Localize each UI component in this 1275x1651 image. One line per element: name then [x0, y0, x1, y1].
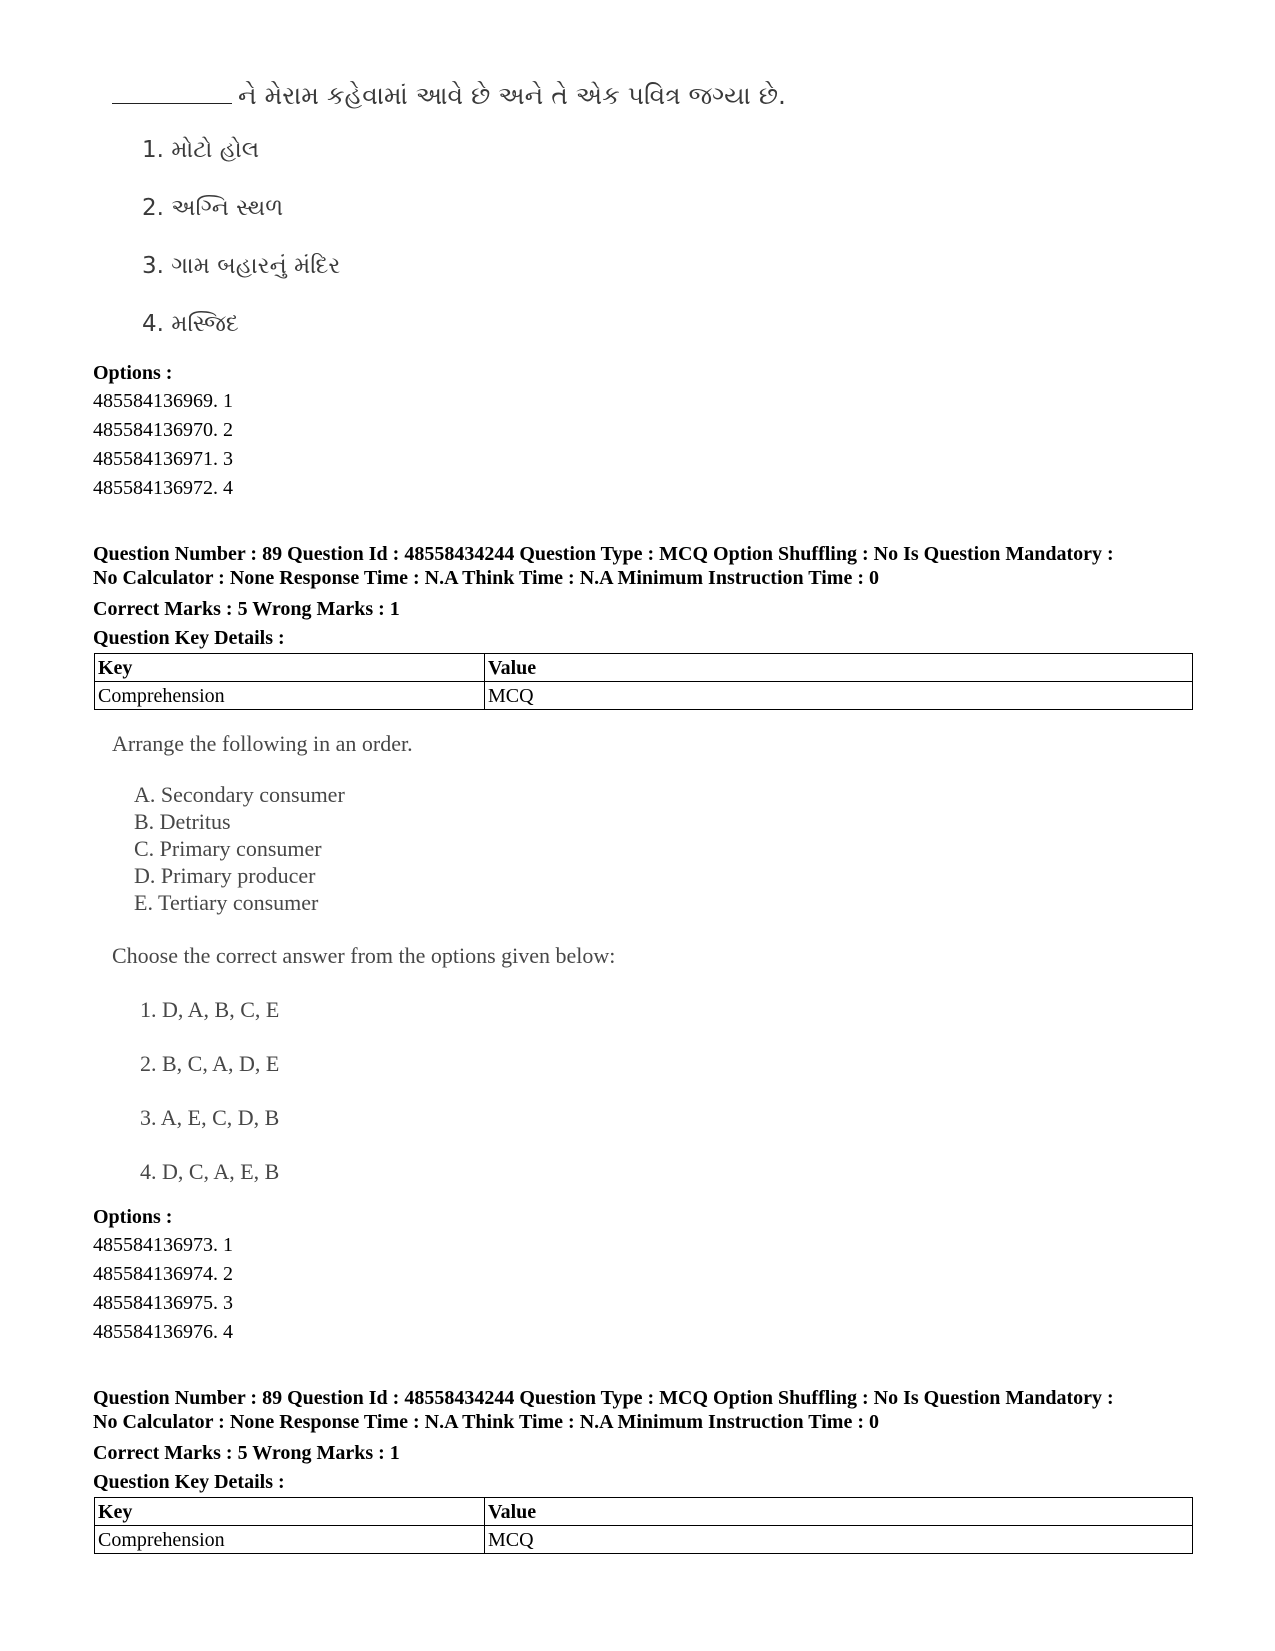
q2-stem: Arrange the following in an order.: [112, 731, 413, 756]
q2-option-4: 485584136976. 4: [93, 1321, 233, 1343]
table-header-row: [95, 654, 1193, 682]
table-header-value: Value: [485, 654, 1193, 682]
q2-item-a: A. Secondary consumer: [134, 782, 345, 807]
answer-blank: [112, 83, 232, 104]
q1-choice-2: 2. અગ્નિ સ્થળ: [142, 195, 284, 221]
q2-meta-line2: No Calculator : None Response Time : N.A Think Time : N.A Minimum Instruction Time : 0: [93, 567, 879, 589]
q1-stem: [112, 80, 786, 112]
q1-option-3: 485584136971. 3: [93, 448, 233, 470]
q1-options-label: Options :: [93, 362, 173, 384]
q1-stem-text: ને મેરામ કહેવામાં આવે છે અને તે એક પવિત્ર જગ્યા છે.: [238, 81, 786, 110]
table-cell-key: Comprehension: [95, 682, 485, 710]
q2-item-b: B. Detritus: [134, 809, 231, 834]
table-cell-value: MCQ: [485, 1526, 1193, 1554]
q1-choice-1: 1. મોટો હોલ: [142, 137, 260, 163]
q2-choice-1: 1. D, A, B, C, E: [140, 997, 280, 1022]
table-cell-value: MCQ: [485, 682, 1193, 710]
q2-option-3: 485584136975. 3: [93, 1292, 233, 1314]
q3-meta-line1: Question Number : 89 Question Id : 48558434244 Question Type : MCQ Option Shuffling : No Is Question Mandatory :: [93, 1387, 1114, 1409]
q2-options-label: Options :: [93, 1206, 173, 1228]
q3-meta: [93, 1386, 1114, 1434]
q1-choice-3: 3. ગામ બહારનું મંદિર: [142, 253, 341, 279]
q3-meta-line2: No Calculator : None Response Time : N.A Think Time : N.A Minimum Instruction Time : 0: [93, 1411, 879, 1433]
q2-marks: Correct Marks : 5 Wrong Marks : 1: [93, 598, 400, 620]
table-row: [95, 1526, 1193, 1554]
q1-options-list: [93, 387, 233, 503]
q1-choice-4: 4. મસ્જિદ: [142, 311, 239, 337]
table-header-value: Value: [485, 1498, 1193, 1526]
q2-option-2: 485584136974. 2: [93, 1263, 233, 1285]
q1-option-2: 485584136970. 2: [93, 419, 233, 441]
q2-choice-4: 4. D, C, A, E, B: [140, 1159, 280, 1184]
q3-key-details-label: Question Key Details :: [93, 1471, 285, 1493]
q2-instruction: Choose the correct answer from the options given below:: [112, 943, 616, 968]
q2-key-details-label: Question Key Details :: [93, 627, 285, 649]
table-cell-key: Comprehension: [95, 1526, 485, 1554]
table-header-row: [95, 1498, 1193, 1526]
q2-choice-3: 3. A, E, C, D, B: [140, 1105, 280, 1130]
q2-item-e: E. Tertiary consumer: [134, 890, 319, 915]
q2-items: [134, 781, 345, 916]
table-header-key: Key: [95, 654, 485, 682]
q1-option-1: 485584136969. 1: [93, 390, 233, 412]
table-row: [95, 682, 1193, 710]
q2-meta-line1: Question Number : 89 Question Id : 48558434244 Question Type : MCQ Option Shuffling : No Is Question Mandatory :: [93, 543, 1114, 565]
q2-item-d: D. Primary producer: [134, 863, 316, 888]
q2-key-table: [94, 653, 1193, 710]
q2-meta: [93, 542, 1114, 590]
q2-choice-2: 2. B, C, A, D, E: [140, 1051, 280, 1076]
q3-key-table: [94, 1497, 1193, 1554]
table-header-key: Key: [95, 1498, 485, 1526]
q1-option-4: 485584136972. 4: [93, 477, 233, 499]
q2-options-list: [93, 1231, 233, 1347]
q2-item-c: C. Primary consumer: [134, 836, 322, 861]
q2-option-1: 485584136973. 1: [93, 1234, 233, 1256]
q3-marks: Correct Marks : 5 Wrong Marks : 1: [93, 1442, 400, 1464]
